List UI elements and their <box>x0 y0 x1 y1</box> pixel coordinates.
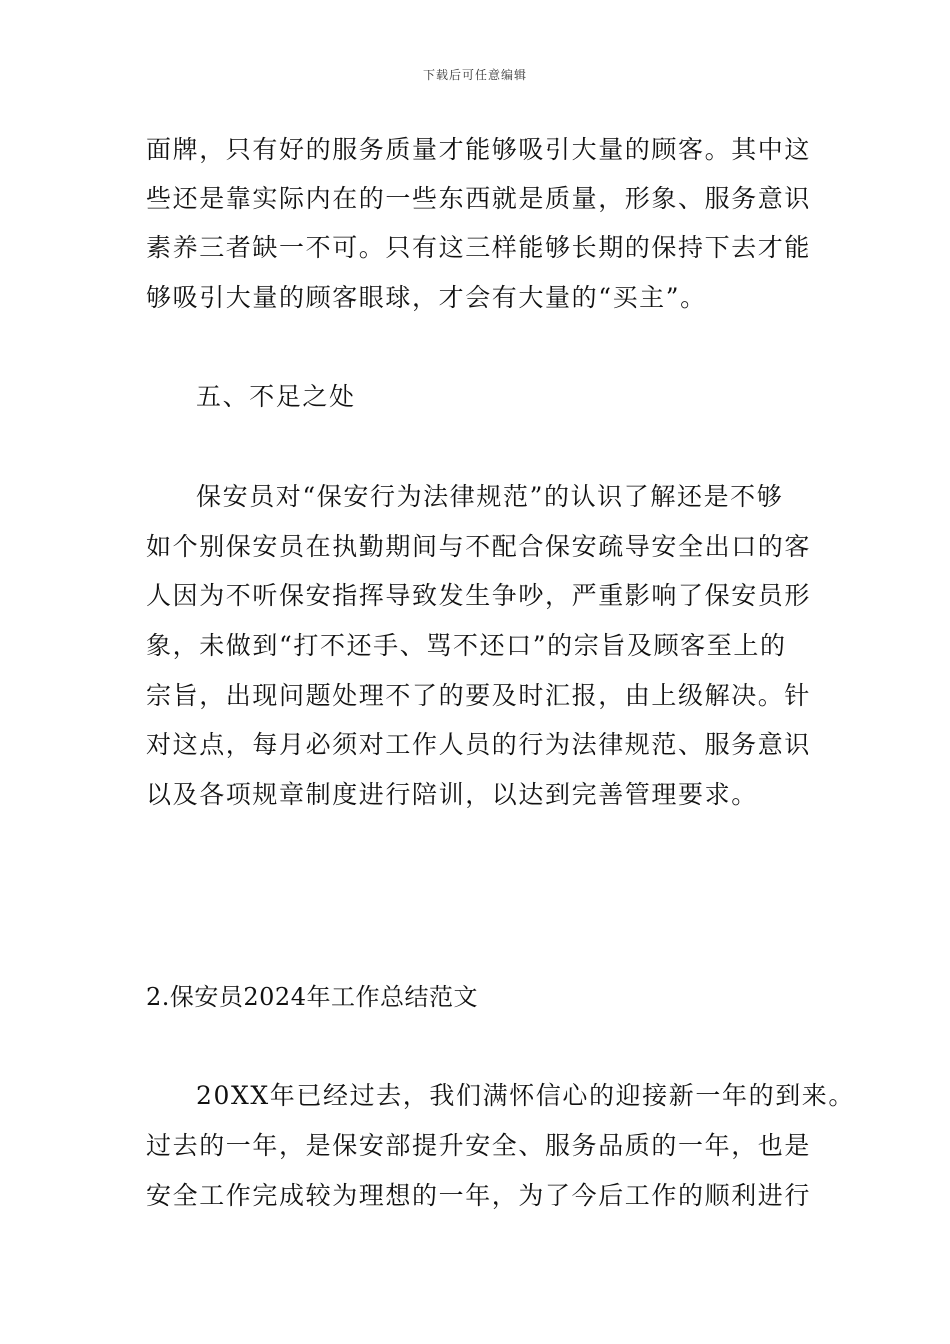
body-line: 人因为不听保安指挥导致发生争吵，严重影响了保安员形 <box>146 581 812 610</box>
body-line: 够吸引大量的顾客眼球，才会有大量的“买主”。 <box>146 283 707 312</box>
body-line: 对这点，每月必须对工作人员的行为法律规范、服务意识 <box>146 730 812 759</box>
body-line: 保安员对“保安行为法律规范”的认识了解还是不够 <box>196 482 784 511</box>
body-line: 过去的一年，是保安部提升安全、服务品质的一年，也是 <box>146 1131 812 1160</box>
body-line: 20XX年已经过去，我们满怀信心的迎接新一年的到来。 <box>196 1081 856 1110</box>
body-line: 些还是靠实际内在的一些东西就是质量，形象、服务意识 <box>146 184 812 213</box>
body-line: 安全工作完成较为理想的一年，为了今后工作的顺利进行 <box>146 1181 812 1210</box>
body-line: 象，未做到“打不还手、骂不还口”的宗旨及顾客至上的 <box>146 631 787 660</box>
section-heading: 五、不足之处 <box>196 382 356 411</box>
body-line: 面牌，只有好的服务质量才能够吸引大量的顾客。其中这 <box>146 135 812 164</box>
body-line: 素养三者缺一不可。只有这三样能够长期的保持下去才能 <box>146 233 812 262</box>
body-line: 以及各项规章制度进行陪训，以达到完善管理要求。 <box>146 780 758 809</box>
body-line: 如个别保安员在执勤期间与不配合保安疏导安全出口的客 <box>146 532 812 561</box>
page-header: 下载后可任意编辑 <box>422 68 527 82</box>
section-title: 2.保安员2024年工作总结范文 <box>146 983 478 1011</box>
body-line: 宗旨，出现问题处理不了的要及时汇报，由上级解决。针 <box>146 681 812 710</box>
